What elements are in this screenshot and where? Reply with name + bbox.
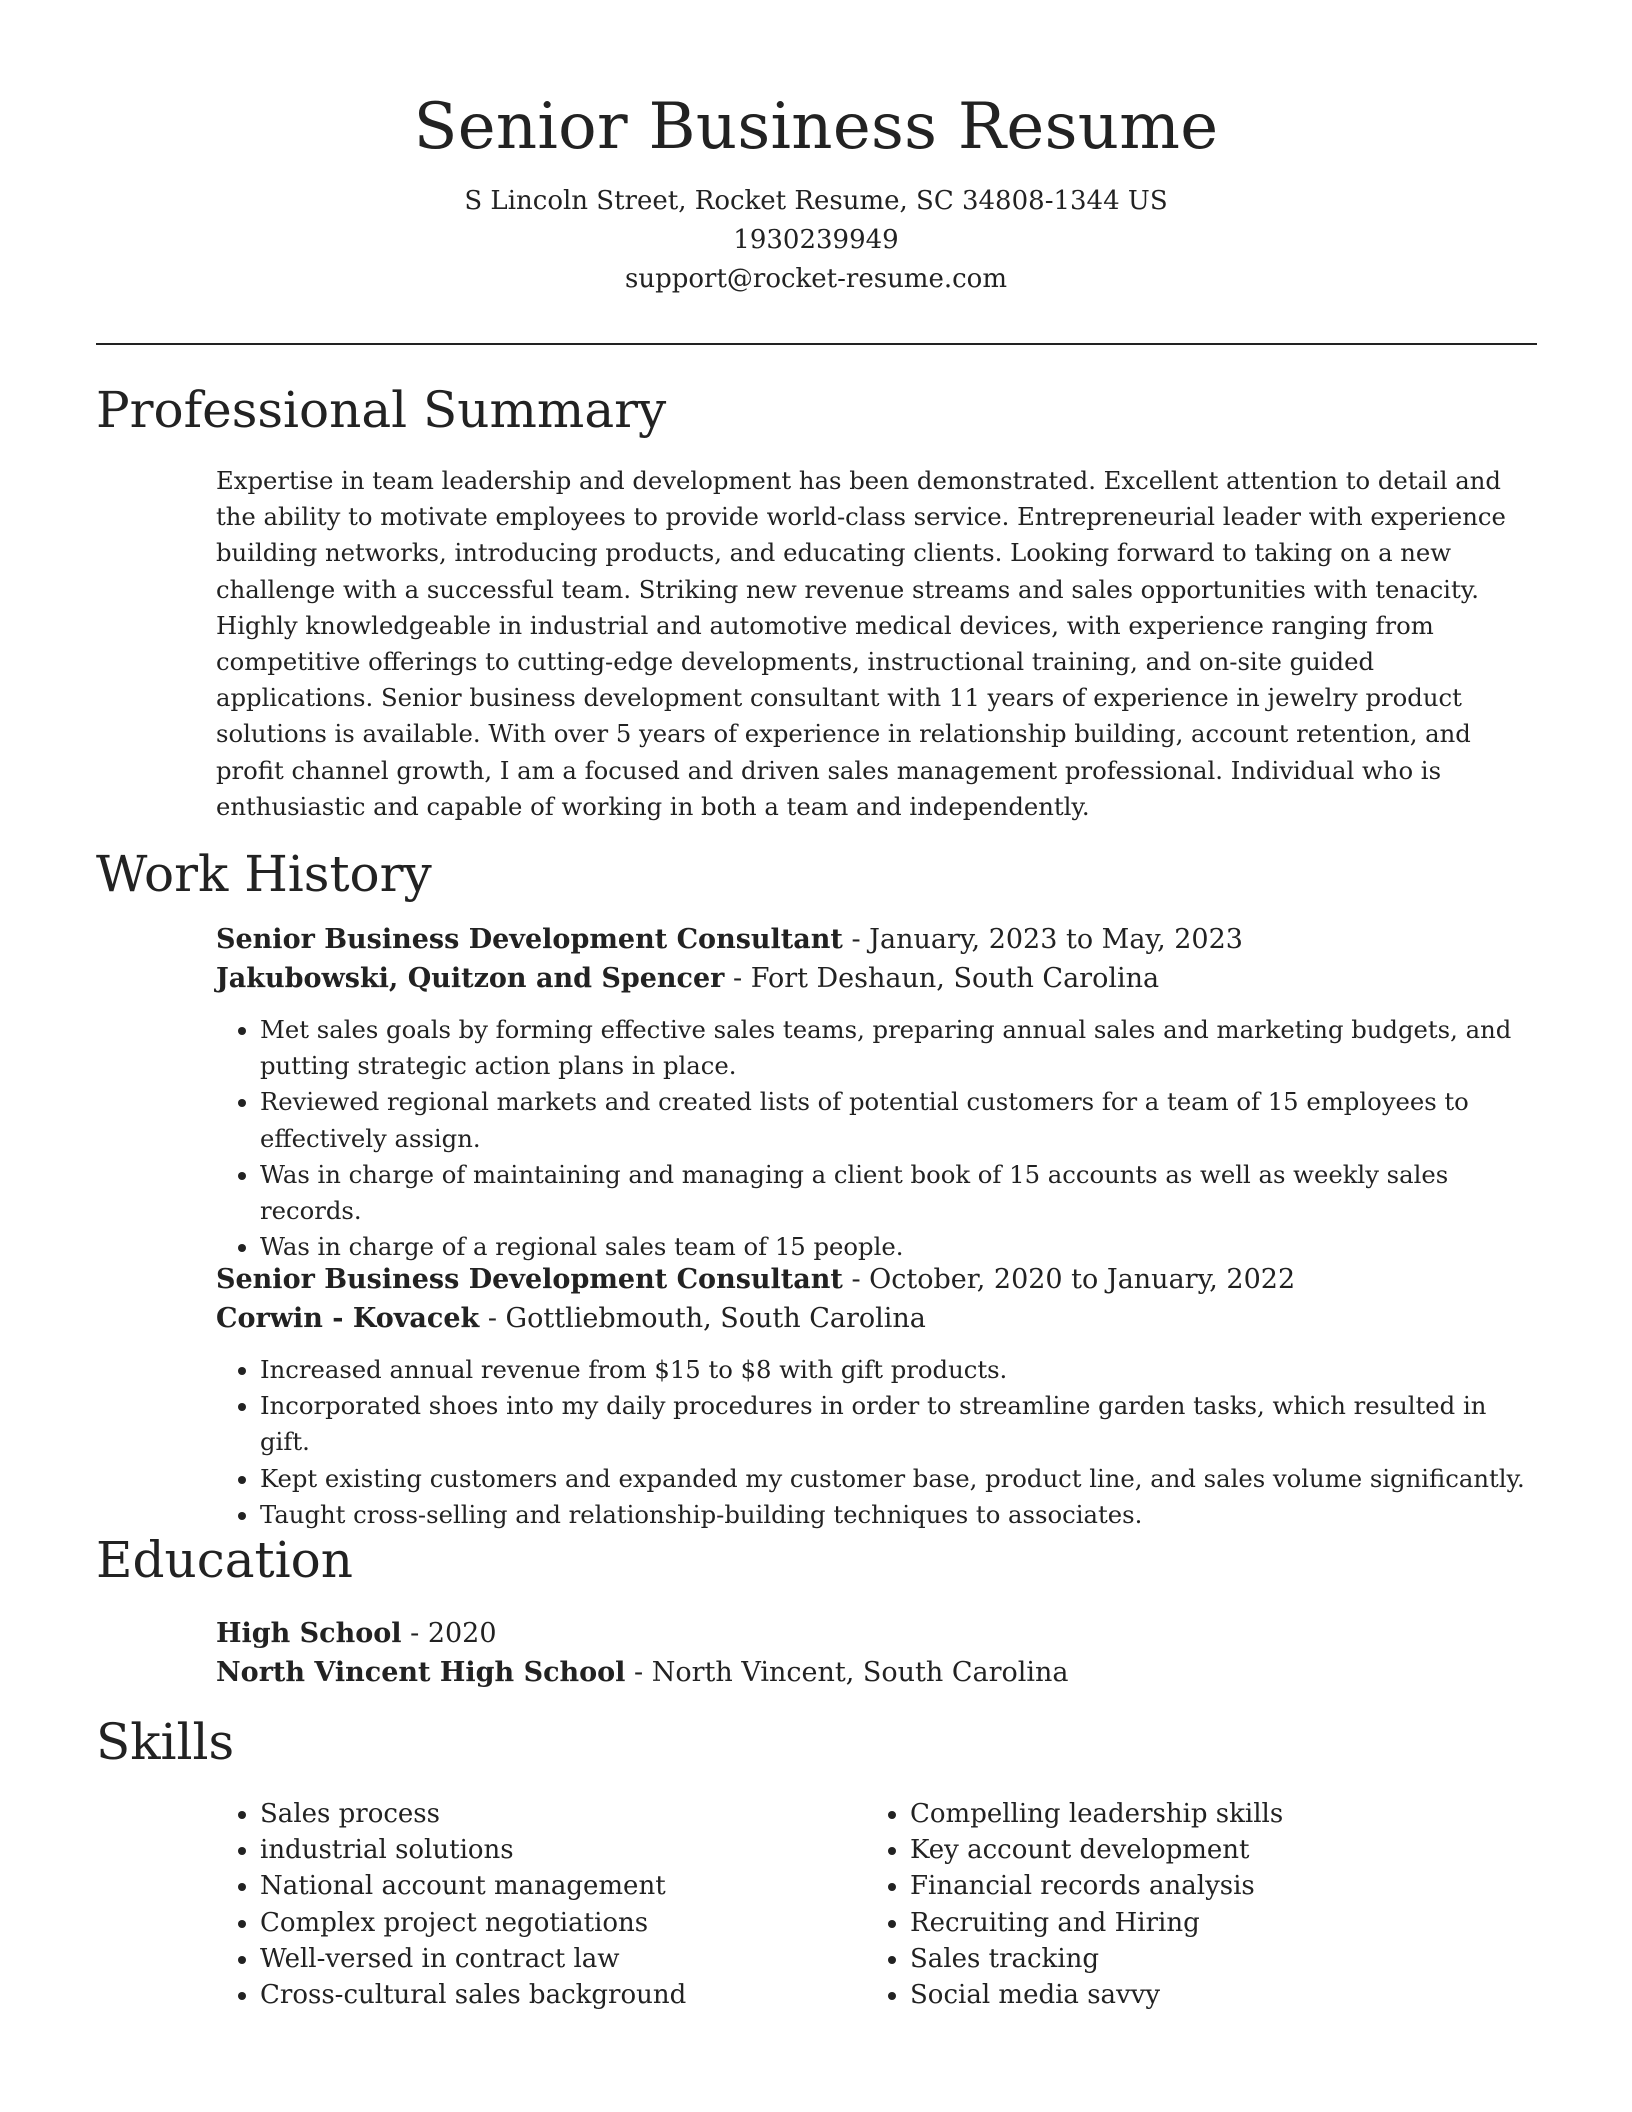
education-degree: High School <box>216 1618 402 1649</box>
separator: - <box>842 924 870 955</box>
list-item: • Kept existing customers and expanded my customer base, product line, and sales volume significantly. <box>260 1461 1541 1497</box>
skill-item: • Well-versed in contract law <box>260 1941 866 1977</box>
skill-item: • Recruiting and Hiring <box>910 1905 1516 1941</box>
job-company-line <box>216 959 1541 998</box>
job-position: Senior Business Development Consultant <box>216 924 843 955</box>
job-position: Senior Business Development Consultant <box>216 1264 843 1295</box>
skills-grid <box>216 1796 1536 2013</box>
list-item: • Was in charge of a regional sales team of 15 people. <box>260 1229 1541 1265</box>
summary-text: Expertise in team leadership and development has been demonstrated. Excellent attention to detail and the ability to motivate employees to provide world-class service. Entrepreneurial leader with experience building networks, introducing products, and educating clients. Looking forward to taking on a new challenge with a successful team. Striking new revenue streams and sales opportunities with tenacity. Highly knowledgeable in industrial and automotive medical devices, with experience ranging from competitive offerings to cutting-edge developments, instructional training, and on-site guided applications. Senior business development consultant with 11 years of experience in jewelry product solutions is available. With over 5 years of experience in relationship building, account retention, and profit channel growth, I am a focused and driven sales management professional. Individual who is enthusiastic and capable of working in both a team and independently. <box>216 466 1506 821</box>
list-item: • Taught cross-selling and relationship-building techniques to associates. <box>260 1497 1541 1533</box>
section-title-skills: Skills <box>96 1713 235 1771</box>
skill-item: • Key account development <box>910 1832 1516 1868</box>
skill-item: • Complex project negotiations <box>260 1905 866 1941</box>
skill-item: • Social media savvy <box>910 1977 1516 2013</box>
job-title-line <box>216 1260 1541 1299</box>
contact-block <box>0 182 1632 299</box>
education-degree-line <box>216 1614 1069 1653</box>
section-title-education: Education <box>96 1531 353 1589</box>
email: support@rocket-resume.com <box>624 264 1007 294</box>
job-bullets <box>216 1352 1541 1533</box>
separator: - <box>625 1657 652 1688</box>
job-entry <box>216 920 1541 1265</box>
education-year: 2020 <box>427 1618 497 1649</box>
list-item: • Increased annual revenue from $15 to $8 with gift products. <box>260 1352 1541 1388</box>
job-location: Gottliebmouth, South Carolina <box>505 1303 926 1334</box>
skill-item: • Financial records analysis <box>910 1868 1516 1904</box>
list-item: • Reviewed regional markets and created lists of potential customers for a team of 15 employees to effectively assign. <box>260 1084 1541 1156</box>
job-location: Fort Deshaun, South Carolina <box>750 963 1160 994</box>
skills-column-right <box>866 1796 1516 2013</box>
job-bullets <box>216 1012 1541 1265</box>
job-company-line <box>216 1299 1541 1338</box>
education-entry <box>216 1614 1069 1692</box>
list-item: • Incorporated shoes into my daily procedures in order to streamline garden tasks, which resulted in gift. <box>260 1388 1541 1460</box>
skill-item: • Compelling leadership skills <box>910 1796 1516 1832</box>
job-dates: January, 2023 to May, 2023 <box>869 924 1243 955</box>
education-school-line <box>216 1653 1069 1692</box>
phone: 1930239949 <box>733 225 899 255</box>
separator: - <box>401 1618 428 1649</box>
job-company: Jakubowski, Quitzon and Spencer <box>216 963 725 994</box>
education-school: North Vincent High School <box>216 1657 626 1688</box>
skills-column-left <box>216 1796 866 2013</box>
separator: - <box>842 1264 870 1295</box>
header-divider <box>96 343 1537 345</box>
separator: - <box>479 1303 506 1334</box>
job-title-line <box>216 920 1541 959</box>
resume-name: Senior Business Resume <box>413 90 1219 164</box>
list-item: • Met sales goals by forming effective sales teams, preparing annual sales and marketing budgets, and putting strategic action plans in place. <box>260 1012 1541 1084</box>
section-title-work-history: Work History <box>96 845 432 903</box>
skill-item: • industrial solutions <box>260 1832 866 1868</box>
list-item: • Was in charge of maintaining and managing a client book of 15 accounts as well as weekly sales records. <box>260 1157 1541 1229</box>
job-entry <box>216 1260 1541 1533</box>
address: S Lincoln Street, Rocket Resume, SC 34808-1344 US <box>464 186 1168 216</box>
job-company: Corwin - Kovacek <box>216 1303 480 1334</box>
skill-item: • National account management <box>260 1868 866 1904</box>
section-title-summary: Professional Summary <box>96 381 667 439</box>
separator: - <box>724 963 751 994</box>
skill-item: • Sales process <box>260 1796 866 1832</box>
job-dates: October, 2020 to January, 2022 <box>869 1264 1296 1295</box>
education-location: North Vincent, South Carolina <box>651 1657 1069 1688</box>
skill-item: • Sales tracking <box>910 1941 1516 1977</box>
skill-item: • Cross-cultural sales background <box>260 1977 866 2013</box>
resume-header <box>0 0 1632 299</box>
